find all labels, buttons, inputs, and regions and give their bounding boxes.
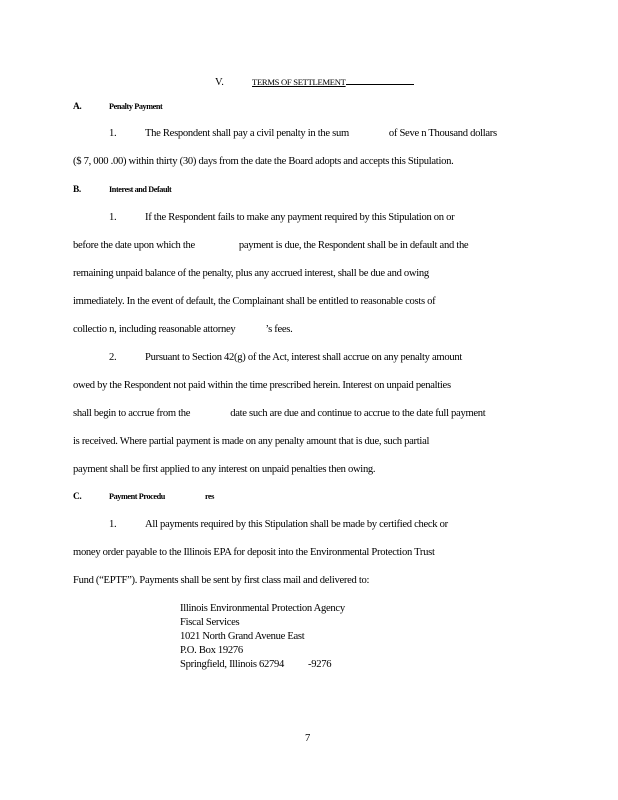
subsection-heading-c [73, 492, 214, 502]
line-text: ’s fees. [265, 324, 293, 335]
paragraph-number: 1. [109, 519, 117, 530]
page-number: 7 [305, 733, 311, 744]
subsection-heading-b [73, 185, 171, 195]
line-text: payment is due, the Respondent shall be in default and the [238, 240, 469, 251]
paragraph-line [73, 324, 292, 335]
line-text: before the date upon which the [73, 240, 195, 251]
paragraph-line: owed by the Respondent not paid within the time prescribed herein. Interest on unpaid penalties [73, 380, 451, 391]
line-text: All payments required by this Stipulation shall be made by certified check or [145, 519, 448, 530]
subsection-letter: A. [73, 102, 82, 112]
paragraph-line: payment shall be first applied to any interest on unpaid penalties then owing. [73, 464, 376, 475]
line-text: Pursuant to Section 42(g) of the Act, interest shall accrue on any penalty amount [145, 352, 462, 363]
line-text: If the Respondent fails to make any payment required by this Stipulation on or [145, 212, 455, 223]
line-text: The Respondent shall pay a civil penalty in the sum [145, 128, 349, 139]
paragraph-line [73, 240, 468, 251]
paragraph-line: remaining unpaid balance of the penalty, plus any accrued interest, shall be due and owing [73, 268, 429, 279]
paragraph-line: immediately. In the event of default, the Complainant shall be entitled to reasonable costs of [73, 296, 436, 307]
subsection-heading-a [73, 102, 162, 112]
paragraph-number: 2. [109, 352, 117, 363]
address-line: Fiscal Services [180, 617, 240, 628]
paragraph-line [73, 408, 485, 419]
paragraph-line [109, 519, 448, 530]
line-text: shall begin to accrue from the [73, 408, 191, 419]
paragraph-line [109, 352, 462, 363]
paragraph-number: 1. [109, 212, 117, 223]
address-line: P.O. Box 19276 [180, 645, 243, 656]
subsection-title: Penalty Payment [109, 102, 163, 111]
subsection-title: Interest and Default [109, 185, 172, 194]
section-numeral: V. [215, 77, 224, 88]
address-city: Springfield, Illinois 62794 [180, 659, 285, 670]
subsection-letter: C. [73, 492, 82, 502]
paragraph-line [109, 128, 497, 139]
subsection-title-tail: res [204, 492, 215, 501]
address-line: 1021 North Grand Avenue East [180, 631, 305, 642]
line-text: collectio n, including reasonable attorney [73, 324, 236, 335]
paragraph-line: ($ 7, 000 .00) within thirty (30) days from the date the Board adopts and accepts this Stipulation. [73, 156, 454, 167]
subsection-title: Payment Procedu [109, 492, 165, 501]
line-text: of Seve n Thousand dollars [388, 128, 497, 139]
title-underline [346, 75, 414, 85]
line-text: date such are due and continue to accrue to the date full payment [230, 408, 486, 419]
paragraph-line [109, 212, 454, 223]
section-title: TERMS OF SETTLEMENT [252, 77, 346, 87]
address-line [180, 659, 331, 670]
paragraph-line: money order payable to the Illinois EPA for deposit into the Environmental Protection Trust [73, 547, 435, 558]
paragraph-number: 1. [109, 128, 117, 139]
paragraph-line: Fund (“EPTF”). Payments shall be sent by first class mail and delivered to: [73, 575, 370, 586]
section-heading [215, 75, 414, 88]
address-line: Illinois Environmental Protection Agency [180, 603, 345, 614]
address-zip-suffix: -9276 [308, 659, 332, 670]
paragraph-line: is received. Where partial payment is made on any penalty amount that is due, such partial [73, 436, 430, 447]
subsection-letter: B. [73, 185, 81, 195]
